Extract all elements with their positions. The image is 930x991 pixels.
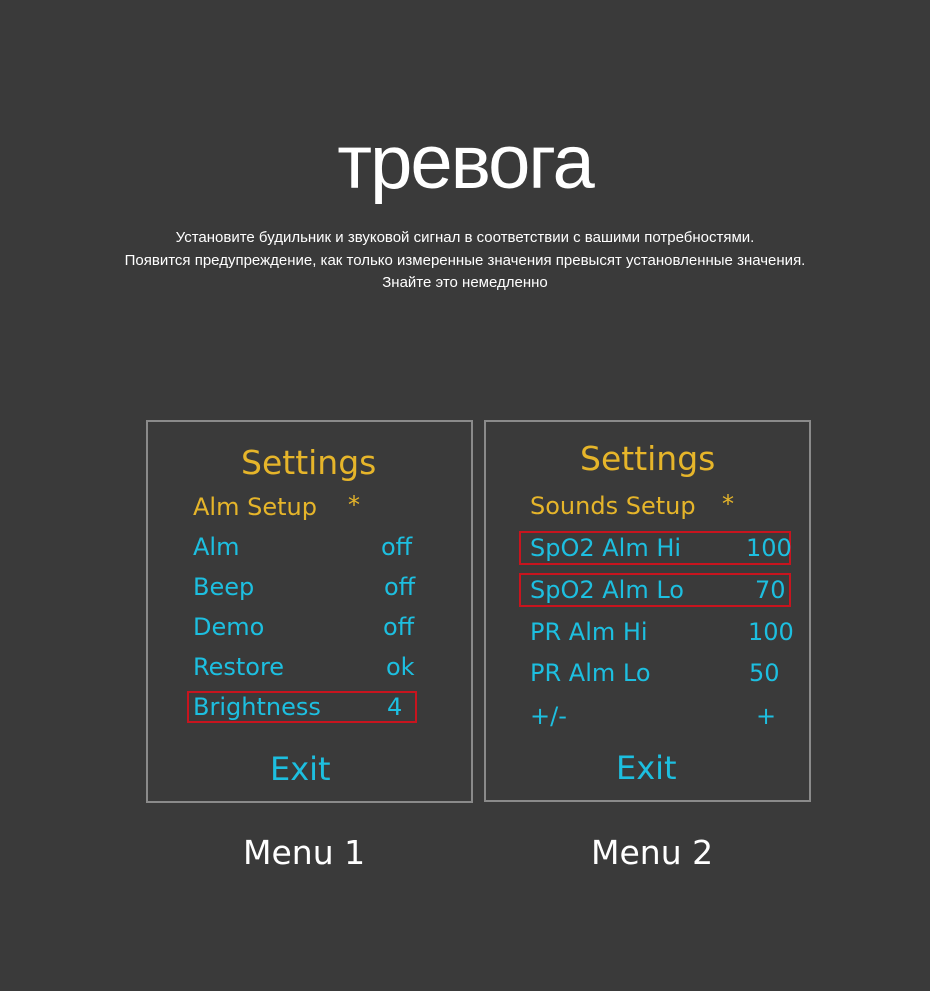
menu-2-item-value: 100 <box>748 618 794 646</box>
menu-2-item-label: PR Alm Hi <box>530 618 648 646</box>
menu-1-item-label: Demo <box>193 613 265 641</box>
menu-1-caption: Menu 1 <box>243 833 366 872</box>
menu-2-caption: Menu 2 <box>591 833 714 872</box>
menu-1-panel <box>146 420 473 803</box>
menu-2-item-value: + <box>756 702 777 730</box>
menu-2-item-label: PR Alm Lo <box>530 659 651 687</box>
menu-2-item-value: 70 <box>755 576 786 604</box>
menu-2-section-marker: * <box>722 490 734 518</box>
menu-2-item-value: 50 <box>749 659 780 687</box>
menu-2-item-label: +/- <box>530 702 567 730</box>
menu-1-section-label: Alm Setup <box>193 493 317 521</box>
menu-2-item-label: SpO2 Alm Lo <box>530 576 684 604</box>
menu-1-item-label: Brightness <box>193 693 321 721</box>
menu-1-item-value: off <box>383 613 415 641</box>
description-line-2: Появится предупреждение, как только измеренные значения превысят установленные значения. <box>124 251 806 269</box>
menu-1-item-value: ok <box>386 653 415 681</box>
menu-2-item-label: SpO2 Alm Hi <box>530 534 682 562</box>
description-line-3: Знайте это немедленно <box>382 274 548 291</box>
page-description <box>0 227 930 295</box>
menu-2-item-value: 100 <box>746 534 792 562</box>
menu-2-title: Settings <box>580 439 716 478</box>
page-title: тревога <box>337 120 593 205</box>
menu-1-item-value: off <box>381 533 413 561</box>
menu-1-item-label: Restore <box>193 653 285 681</box>
menu-1-item-label: Alm <box>193 533 240 561</box>
menu-1-title: Settings <box>241 443 377 482</box>
menu-1-section-marker: * <box>348 491 360 519</box>
menu-2-exit-button[interactable]: Exit <box>616 749 677 787</box>
menu-1-item-label: Beep <box>193 573 255 601</box>
menu-1-item-value: 4 <box>387 693 403 721</box>
menu-2-panel <box>484 420 811 802</box>
description-line-1: Установите будильник и звуковой сигнал в соответствии с вашими потребностями. <box>175 229 755 246</box>
menu-1-item-value: off <box>384 573 416 601</box>
menu-1-exit-button[interactable]: Exit <box>270 750 331 788</box>
menu-2-section-label: Sounds Setup <box>530 492 696 520</box>
